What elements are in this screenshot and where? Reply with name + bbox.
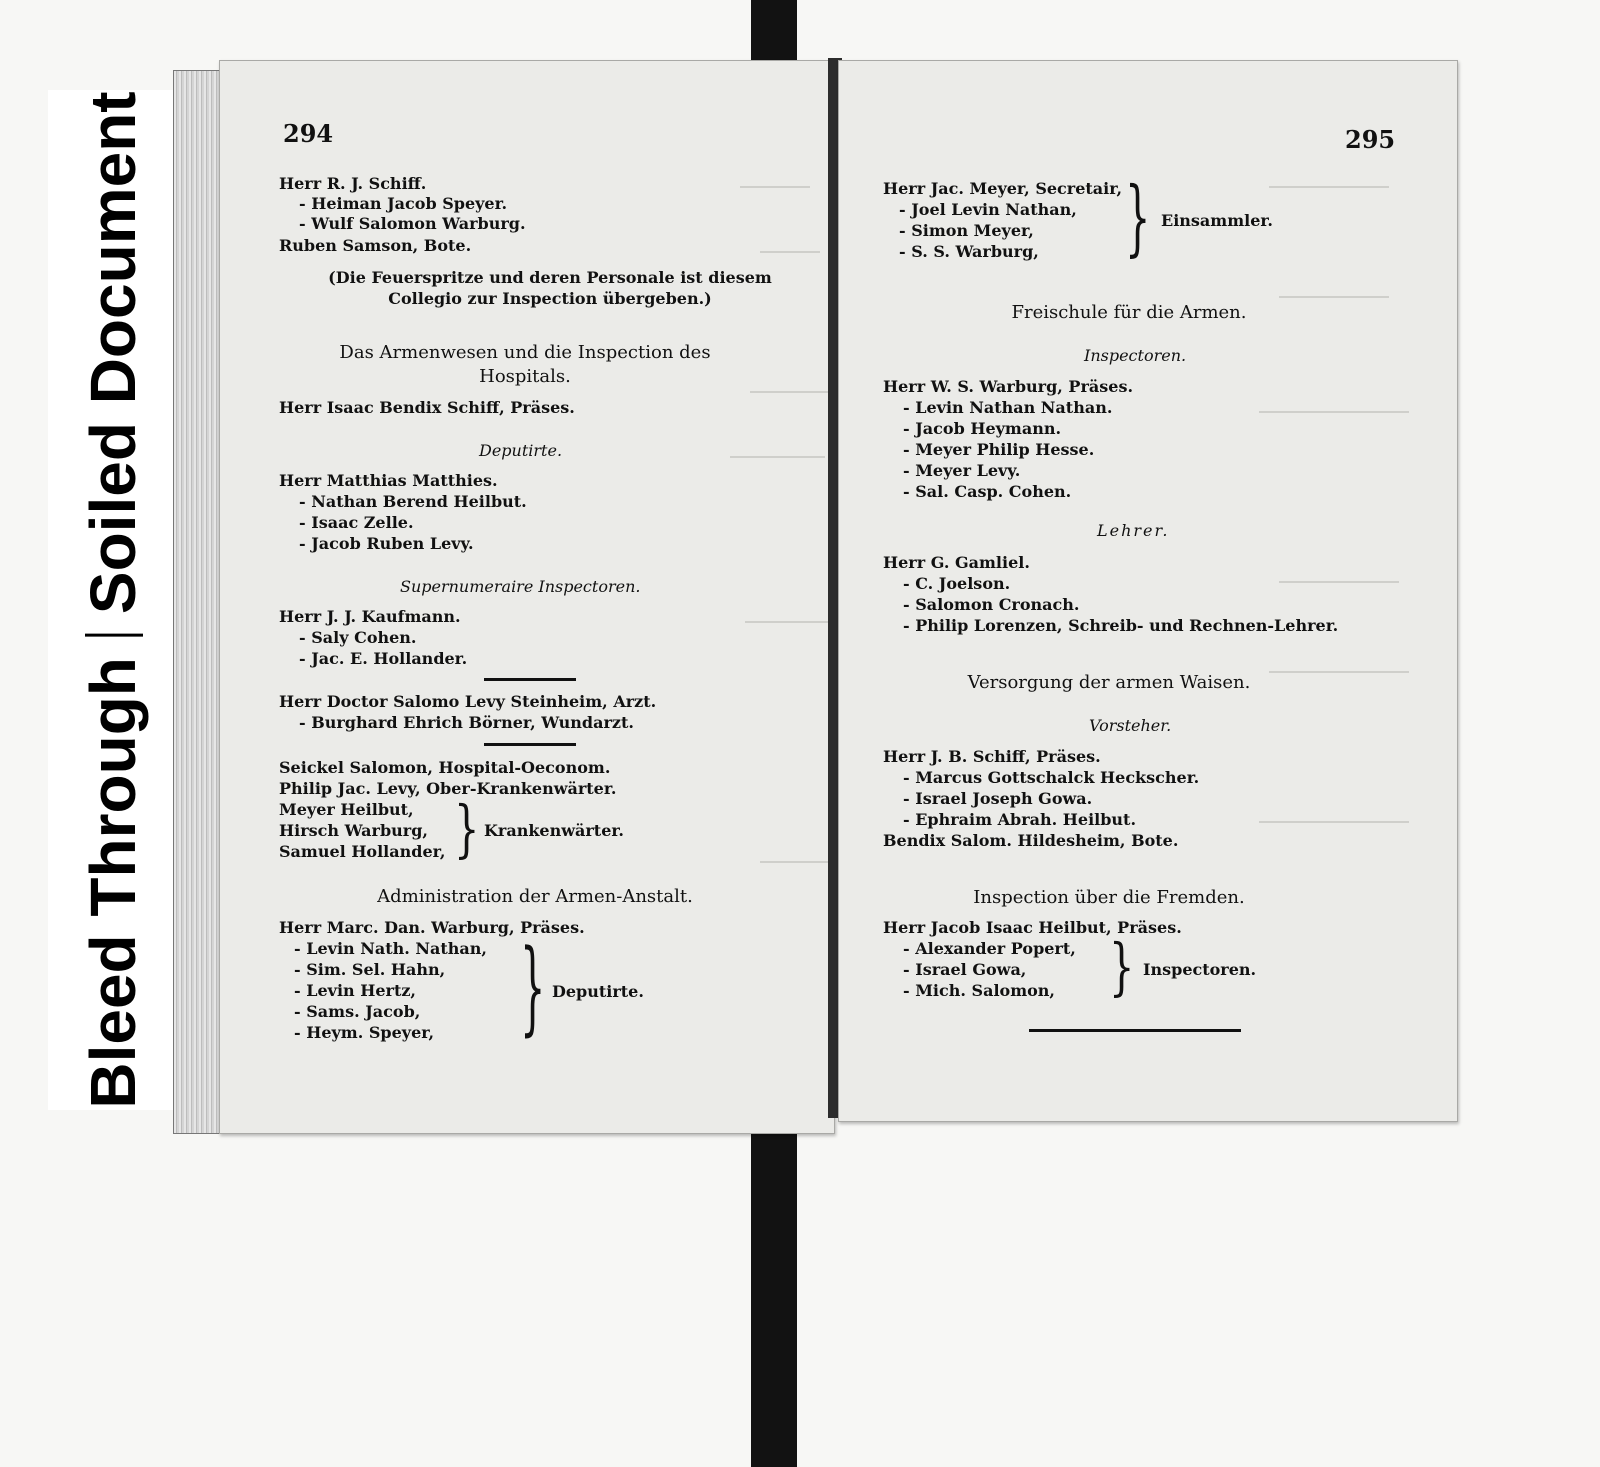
- member-line: - C. Joelson.: [903, 574, 1011, 593]
- member-line: - Heiman Jacob Speyer.: [299, 194, 508, 213]
- president-line: Herr J. B. Schiff, Präses.: [883, 747, 1101, 766]
- member-line: - Alexander Popert,: [903, 939, 1076, 958]
- president-line: Herr Marc. Dan. Warburg, Präses.: [279, 918, 585, 937]
- member-line: - Levin Nath. Nathan,: [294, 939, 487, 958]
- member-line: Herr Matthias Matthies.: [279, 471, 498, 490]
- member-line: - Simon Meyer,: [899, 221, 1034, 240]
- group-label: Inspectoren.: [1143, 960, 1257, 979]
- subsection-label: Vorsteher.: [1089, 716, 1172, 735]
- member-line: Samuel Hollander,: [279, 842, 446, 861]
- member-line: - Jac. E. Hollander.: [299, 649, 468, 668]
- section-heading: Versorgung der armen Waisen.: [967, 672, 1251, 693]
- member-line: Ruben Samson, Bote.: [279, 236, 472, 255]
- member-line: - Meyer Levy.: [903, 461, 1021, 480]
- member-line: - Burghard Ehrich Börner, Wundarzt.: [299, 713, 634, 732]
- member-line: - Levin Hertz,: [294, 981, 416, 1000]
- note-line: (Die Feuerspritze und deren Personale ist diesem: [328, 268, 772, 287]
- section-heading: Das Armenwesen und die Inspection des: [339, 342, 711, 363]
- end-rule: [1029, 1029, 1241, 1032]
- bleed-through-mark: [1269, 186, 1389, 188]
- member-line: - Jacob Ruben Levy.: [299, 534, 474, 553]
- subsection-label: Inspectoren.: [1084, 346, 1187, 365]
- president-line: Herr W. S. Warburg, Präses.: [883, 377, 1134, 396]
- member-line: - Wulf Salomon Warburg.: [299, 214, 526, 233]
- bleed-through-mark: [745, 621, 830, 623]
- member-line: - Marcus Gottschalck Heckscher.: [903, 768, 1200, 787]
- member-line: Philip Jac. Levy, Ober-Krankenwärter.: [279, 779, 617, 798]
- bleed-through-mark: [1259, 411, 1409, 413]
- member-line: Seickel Salomon, Hospital-Oeconom.: [279, 758, 611, 777]
- member-line: - Saly Cohen.: [299, 628, 417, 647]
- group-label: Krankenwärter.: [484, 821, 624, 840]
- side-label-word-soiled: Soiled Document: [77, 91, 149, 615]
- bleed-through-mark: [760, 861, 830, 863]
- member-line: Bendix Salom. Hildesheim, Bote.: [883, 831, 1179, 850]
- bleed-through-mark: [760, 251, 820, 253]
- member-line: - Philip Lorenzen, Schreib- und Rechnen-Lehrer.: [903, 616, 1339, 635]
- bleed-through-mark: [730, 456, 825, 458]
- member-line: - Joel Levin Nathan,: [899, 200, 1077, 219]
- member-line: - Heym. Speyer,: [294, 1023, 435, 1042]
- separator-rule: [484, 678, 576, 681]
- member-line: Herr J. J. Kaufmann.: [279, 607, 461, 626]
- side-label-divider: [85, 634, 143, 637]
- page-number: 294: [283, 119, 334, 148]
- book-edge: [173, 70, 221, 1134]
- group-brace: }: [1109, 932, 1135, 1004]
- group-label: Einsammler.: [1161, 211, 1273, 230]
- member-line: - Ephraim Abrah. Heilbut.: [903, 810, 1137, 829]
- side-label-word-through: Through: [77, 657, 149, 917]
- group-brace: }: [454, 794, 480, 866]
- bleed-through-mark: [750, 391, 830, 393]
- bleed-through-mark: [740, 186, 810, 188]
- member-line: Herr Doctor Salomo Levy Steinheim, Arzt.: [279, 692, 657, 711]
- separator-rule: [484, 743, 576, 746]
- member-line: - Isaac Zelle.: [299, 513, 414, 532]
- subsection-label: Lehrer.: [1097, 521, 1170, 540]
- side-label: [48, 90, 178, 1110]
- member-line: - Sams. Jacob,: [294, 1002, 421, 1021]
- member-line: Meyer Heilbut,: [279, 800, 414, 819]
- side-label-word-bleed: Bleed: [77, 934, 149, 1109]
- member-line: Herr Jac. Meyer, Secretair,: [883, 179, 1123, 198]
- member-line: - Salomon Cronach.: [903, 595, 1080, 614]
- group-label: Deputirte.: [552, 982, 644, 1001]
- member-line: Herr G. Gamliel.: [883, 553, 1030, 572]
- side-label-text: [76, 91, 150, 1108]
- president-line: Herr Jacob Isaac Heilbut, Präses.: [883, 918, 1182, 937]
- member-line: - Sal. Casp. Cohen.: [903, 482, 1072, 501]
- note-line: Collegio zur Inspection übergeben.): [388, 289, 712, 308]
- member-line: - S. S. Warburg,: [899, 242, 1039, 261]
- page-left: [219, 60, 835, 1134]
- subsection-label: Supernumeraire Inspectoren.: [400, 577, 641, 596]
- subsection-label: Deputirte.: [479, 441, 563, 460]
- member-line: - Jacob Heymann.: [903, 419, 1062, 438]
- member-line: - Mich. Salomon,: [903, 981, 1055, 1000]
- group-brace: }: [520, 930, 546, 1048]
- spine-strip-top: [751, 0, 797, 62]
- member-line: Hirsch Warburg,: [279, 821, 428, 840]
- member-line: Herr R. J. Schiff.: [279, 174, 427, 193]
- member-line: - Israel Joseph Gowa.: [903, 789, 1093, 808]
- bleed-through-mark: [1259, 821, 1409, 823]
- bleed-through-mark: [1279, 296, 1389, 298]
- section-heading: Freischule für die Armen.: [1011, 302, 1247, 323]
- member-line: - Levin Nathan Nathan.: [903, 398, 1113, 417]
- bleed-through-mark: [1279, 581, 1399, 583]
- member-line: - Nathan Berend Heilbut.: [299, 492, 527, 511]
- member-line: - Meyer Philip Hesse.: [903, 440, 1095, 459]
- spine-strip-bottom: [751, 1118, 797, 1467]
- member-line: - Sim. Sel. Hahn,: [294, 960, 446, 979]
- section-heading: Inspection über die Fremden.: [973, 887, 1245, 908]
- section-heading: Hospitals.: [479, 366, 571, 387]
- member-line: - Israel Gowa,: [903, 960, 1027, 979]
- section-heading: Administration der Armen-Anstalt.: [377, 886, 693, 907]
- group-brace: }: [1125, 171, 1151, 267]
- page-number: 295: [1345, 125, 1396, 154]
- page-right: [838, 60, 1458, 1122]
- president-line: Herr Isaac Bendix Schiff, Präses.: [279, 398, 575, 417]
